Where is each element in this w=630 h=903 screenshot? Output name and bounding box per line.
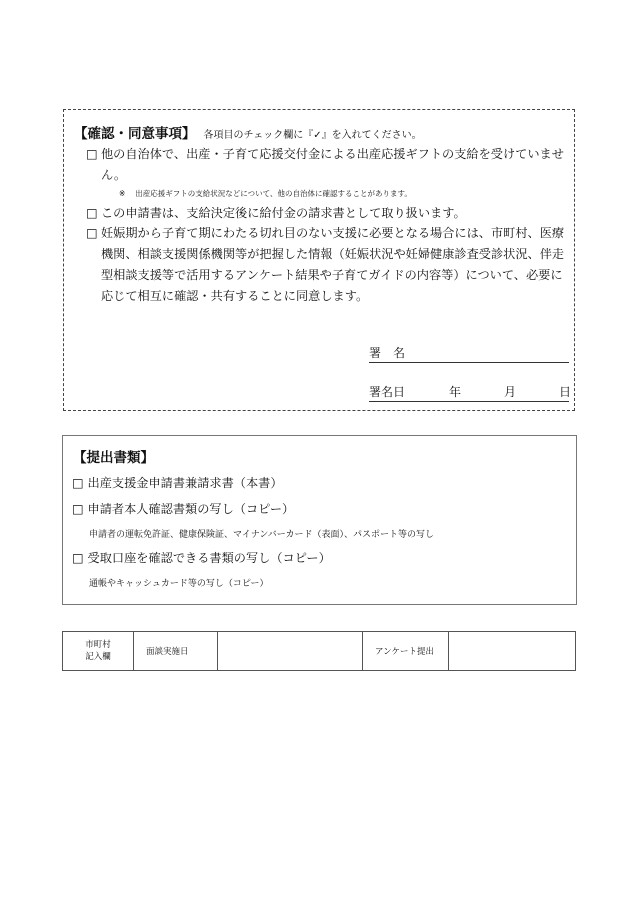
document-item-text: 受取口座を確認できる書類の写し（コピー） xyxy=(87,551,331,565)
document-checkbox-1[interactable]: □ xyxy=(72,476,84,490)
consent-checkbox-2[interactable]: □ xyxy=(86,206,98,220)
consent-title: 【確認・同意事項】 xyxy=(74,126,196,142)
consent-note xyxy=(119,188,412,199)
office-use-table xyxy=(62,631,576,671)
signature-date-label: 署名日 xyxy=(369,385,406,399)
office-use-header xyxy=(63,632,134,671)
consent-checkbox-3[interactable]: □ xyxy=(86,226,98,240)
interview-date-field[interactable] xyxy=(218,632,363,671)
document-checkbox-2[interactable]: □ xyxy=(72,502,84,516)
signature-year-label: 年 xyxy=(449,385,462,399)
documents-title: 【提出書類】 xyxy=(73,450,154,466)
consent-header xyxy=(74,122,422,142)
consent-item-other-municipality xyxy=(86,144,572,186)
consent-item-text: 妊娠期から子育て期にわたる切れ目のない支援に必要となる場合には、市町村、医療機関、相談支援関係機関等が把握した情報（妊娠状況や妊婦健康診査受診状況、伴走型相談支援等で活用するアンケート結果や子育てガイドの内容等）について、必要に応じて相互に確認・共有することに同意します。 xyxy=(101,226,565,303)
consent-item-info-sharing xyxy=(86,223,572,307)
document-item-bank-detail: 通帳やキャッシュカード等の写し（コピー） xyxy=(89,579,269,589)
document-item-bank xyxy=(72,549,331,566)
note-mark: ※ xyxy=(119,189,126,198)
signature-day-label: 日 xyxy=(559,385,572,399)
survey-submission-field[interactable] xyxy=(449,632,576,671)
office-use-header-line2: 記入欄 xyxy=(85,652,111,662)
note-text: 出産応援ギフトの支給状況などについて、他の自治体に確認することがあります。 xyxy=(135,189,412,198)
document-checkbox-3[interactable]: □ xyxy=(72,551,84,565)
document-item-id xyxy=(72,500,294,517)
document-item-text: 出産支援金申請書兼請求書（本書） xyxy=(87,476,283,490)
consent-section xyxy=(63,109,575,411)
signature-month-label: 月 xyxy=(504,385,517,399)
consent-item-text: この申請書は、支給決定後に給付金の請求書として取り扱います。 xyxy=(101,206,466,220)
consent-instruction: 各項目のチェック欄に『✓』を入れてください。 xyxy=(203,130,422,141)
signature-name-label: 署 名 xyxy=(369,346,406,360)
consent-item-claim-form xyxy=(86,203,572,224)
document-item-text: 申請者本人確認書類の写し（コピー） xyxy=(87,502,295,516)
survey-submission-label: アンケート提出 xyxy=(363,632,449,671)
signature-date-field[interactable] xyxy=(369,383,572,402)
office-use-header-line1: 市町村 xyxy=(85,640,111,650)
documents-section xyxy=(62,435,577,605)
consent-item-text: 他の自治体で、出産・子育て応援交付金による出産応援ギフトの支給を受けていません。 xyxy=(101,147,564,182)
consent-checkbox-1[interactable]: □ xyxy=(86,147,98,161)
document-item-application xyxy=(72,474,283,491)
signature-name-field[interactable] xyxy=(369,344,569,363)
office-use-row xyxy=(63,632,576,671)
interview-date-label: 面談実施日 xyxy=(134,632,218,671)
document-item-id-detail: 申請者の運転免許証、健康保険証、マイナンバーカード（表面）、パスポート等の写し xyxy=(89,530,435,540)
